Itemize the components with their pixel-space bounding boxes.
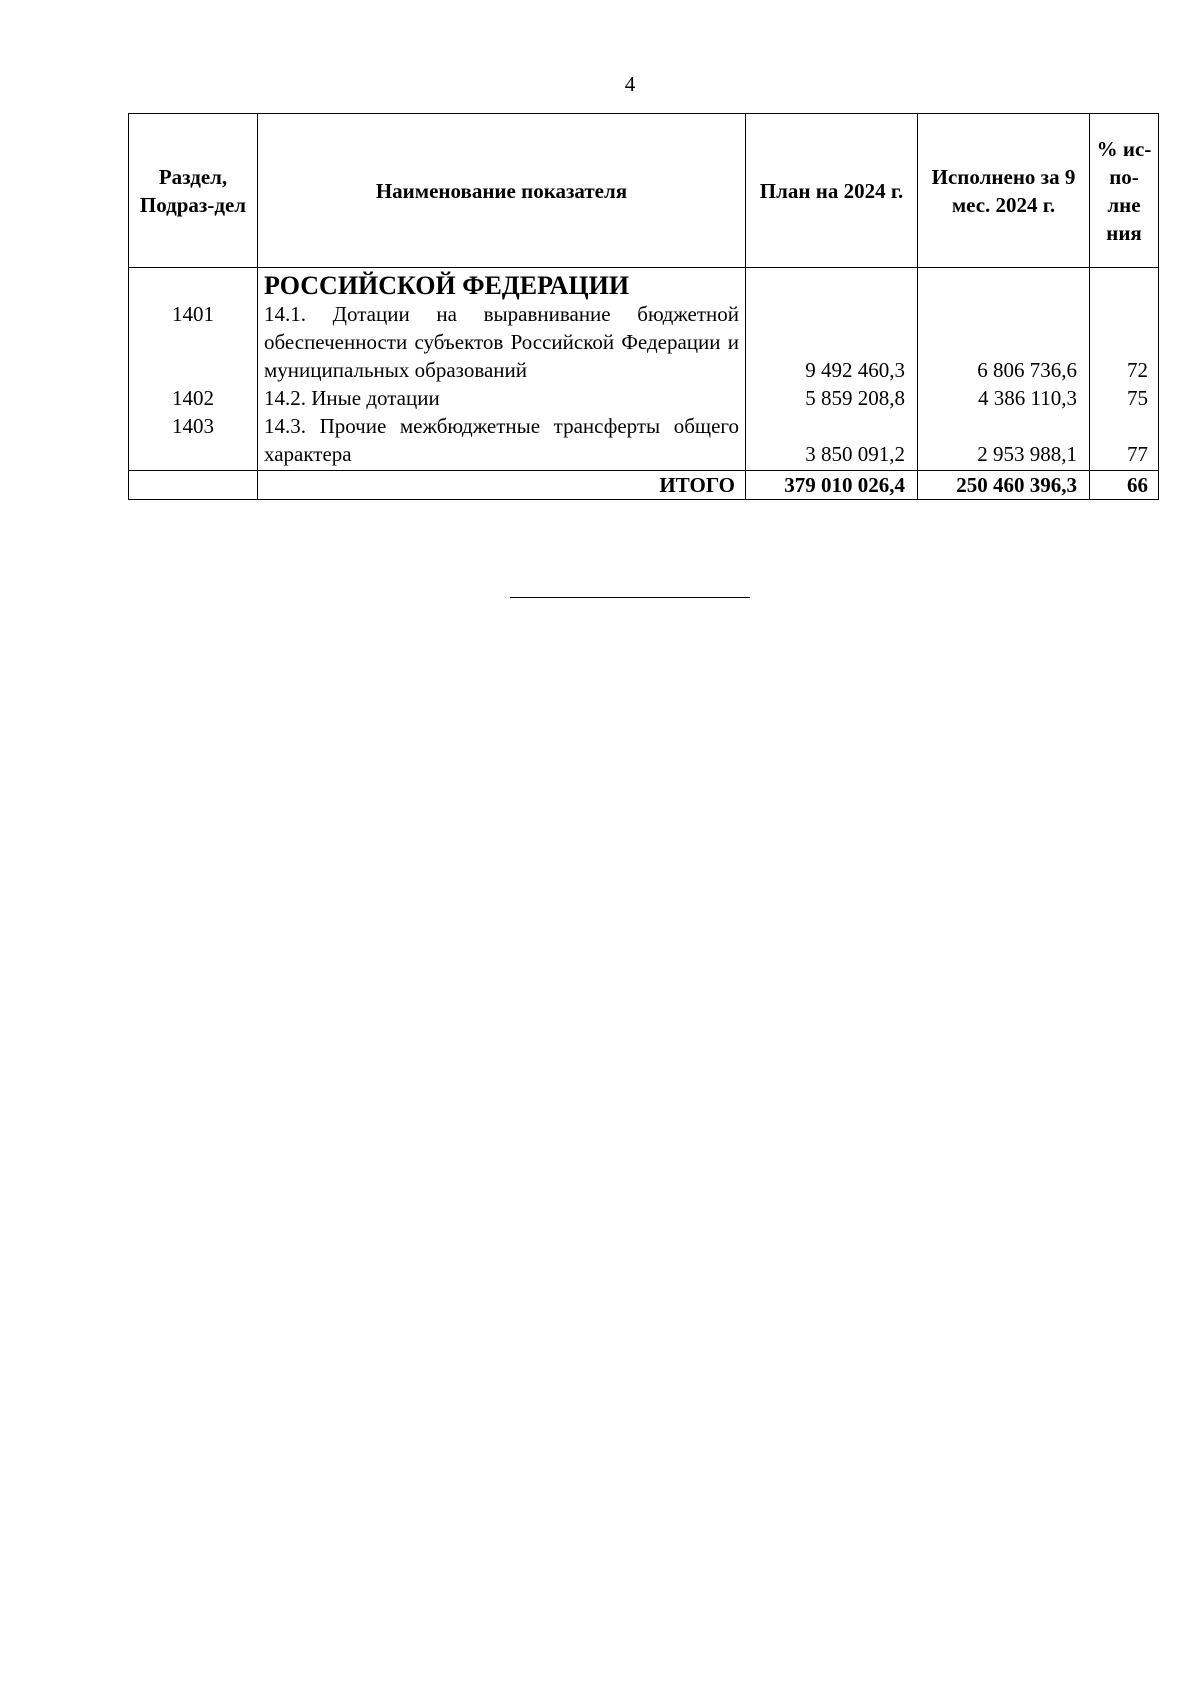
cell-plan — [746, 268, 918, 301]
header-executed: Исполнено за 9 мес. 2024 г. — [918, 114, 1090, 268]
table-header-row — [129, 114, 1159, 268]
table-row — [129, 384, 1159, 412]
cell-executed: 4 386 110,3 — [918, 384, 1090, 412]
cell-code: 1401 — [129, 300, 258, 384]
total-plan: 379 010 026,4 — [746, 471, 918, 500]
cell-percent: 75 — [1090, 384, 1159, 412]
cell-executed: 6 806 736,6 — [918, 300, 1090, 384]
header-code: Раздел, Подраз-дел — [129, 114, 258, 268]
cell-percent: 77 — [1090, 412, 1159, 471]
page-number: 4 — [624, 72, 636, 96]
cell-code: 1403 — [129, 412, 258, 471]
table-row — [129, 300, 1159, 384]
cell-name: 14.3. Прочие межбюджетные трансферты общего характера — [258, 412, 746, 471]
cell-percent — [1090, 268, 1159, 301]
total-row — [129, 471, 1159, 500]
cell-plan: 9 492 460,3 — [746, 300, 918, 384]
budget-execution-table — [128, 113, 1159, 500]
header-name: Наименование показателя — [258, 114, 746, 268]
cell-executed — [918, 268, 1090, 301]
total-label: ИТОГО — [258, 471, 746, 500]
cell-plan: 3 850 091,2 — [746, 412, 918, 471]
cell-name: 14.2. Иные дотации — [258, 384, 746, 412]
total-percent: 66 — [1090, 471, 1159, 500]
total-code-cell — [129, 471, 258, 500]
table-row — [129, 268, 1159, 301]
cell-percent: 72 — [1090, 300, 1159, 384]
table-row — [129, 412, 1159, 471]
cell-name: 14.1. Дотации на выравнивание бюджетной обеспеченности субъектов Российской Федерации и муниципальных образований — [258, 300, 746, 384]
end-of-document-rule — [510, 597, 750, 598]
cell-executed: 2 953 988,1 — [918, 412, 1090, 471]
cell-code: 1402 — [129, 384, 258, 412]
section-heading: РОССИЙСКОЙ ФЕДЕРАЦИИ — [258, 268, 746, 301]
cell-plan: 5 859 208,8 — [746, 384, 918, 412]
cell-code — [129, 268, 258, 301]
total-executed: 250 460 396,3 — [918, 471, 1090, 500]
header-plan: План на 2024 г. — [746, 114, 918, 268]
header-percent: % ис-по-лне ния — [1090, 114, 1159, 268]
